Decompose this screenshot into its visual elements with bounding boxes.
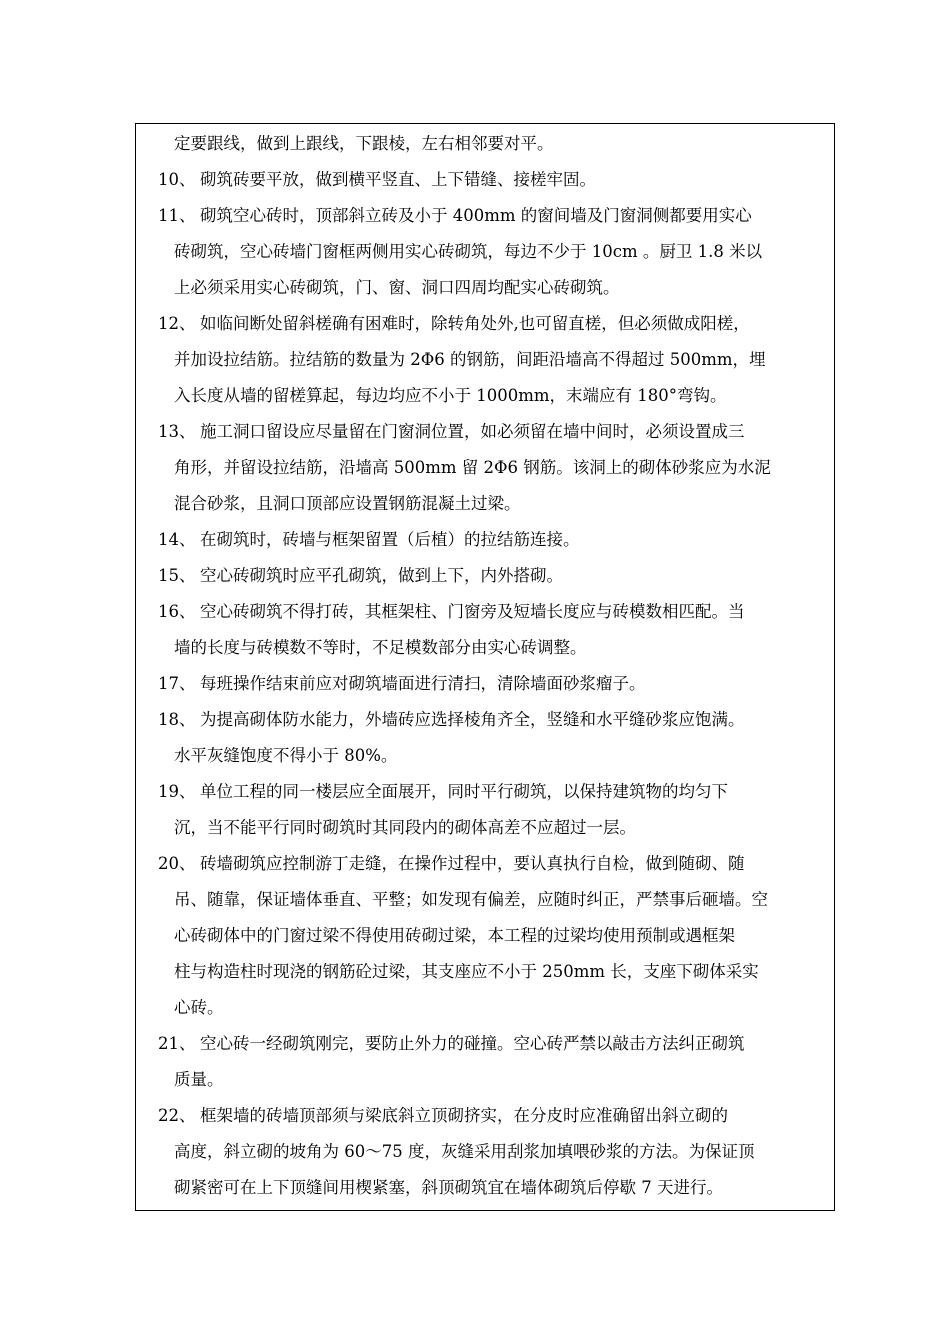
text-line xyxy=(158,954,822,990)
item-text: 上必须采用实心砖砌筑，门、窗、洞口四周均配实心砖砌筑。 xyxy=(174,278,620,297)
list-item xyxy=(158,558,822,594)
item-text: 入长度从墙的留槎算起，每边均应不小于 1000mm，末端应有 180°弯钩。 xyxy=(174,386,727,405)
text-line xyxy=(158,810,822,846)
item-text: 并加设拉结筋。拉结筋的数量为 2Φ6 的钢筋，间距沿墙高不得超过 500mm，埋 xyxy=(174,350,766,369)
item-text: 水平灰缝饱度不得小于 80%。 xyxy=(174,746,398,765)
item-number: 12、 xyxy=(158,314,196,333)
text-line xyxy=(158,918,822,954)
item-text: 吊、随靠，保证墙体垂直、平整；如发现有偏差，应随时纠正，严禁事后砸墙。空 xyxy=(174,890,768,909)
item-text: 在砌筑时，砖墙与框架留置（后植）的拉结筋连接。 xyxy=(200,530,580,549)
text-line xyxy=(158,558,822,594)
text-line xyxy=(158,774,822,810)
list-item xyxy=(158,198,822,306)
item-text: 心砖砌体中的门窗过梁不得使用砖砌过梁，本工程的过梁均使用预制或遇框架 xyxy=(174,926,735,945)
text-line xyxy=(158,486,822,522)
document-body xyxy=(158,126,822,1206)
text-line xyxy=(158,630,822,666)
item-list xyxy=(158,162,822,1206)
list-item xyxy=(158,162,822,198)
text-line xyxy=(158,414,822,450)
item-text: 如临间断处留斜槎确有困难时，除转角处外,也可留直槎，但必须做成阳槎， xyxy=(200,314,750,333)
item-number: 16、 xyxy=(158,602,196,621)
item-number: 21、 xyxy=(158,1034,196,1053)
item-number: 13、 xyxy=(158,422,196,441)
list-item xyxy=(158,1026,822,1098)
text-line xyxy=(158,306,822,342)
list-item xyxy=(158,594,822,666)
text-line xyxy=(158,450,822,486)
list-item xyxy=(158,414,822,522)
item-text: 心砖。 xyxy=(174,998,224,1017)
text-line xyxy=(158,378,822,414)
text-line xyxy=(158,198,822,234)
item-number: 15、 xyxy=(158,566,196,585)
item-number: 22、 xyxy=(158,1106,196,1125)
text-line xyxy=(158,342,822,378)
list-item xyxy=(158,306,822,414)
item-number: 11、 xyxy=(158,206,196,225)
text-line xyxy=(158,846,822,882)
text-line xyxy=(158,1098,822,1134)
text-line xyxy=(158,594,822,630)
text-line xyxy=(158,882,822,918)
item-text: 角形，并留设拉结筋，沿墙高 500mm 留 2Φ6 钢筋。该洞上的砌体砂浆应为水泥 xyxy=(174,458,771,477)
text-line xyxy=(158,162,822,198)
text-line xyxy=(158,702,822,738)
list-item xyxy=(158,1098,822,1206)
item-text: 砌筑砖要平放，做到横平竖直、上下错缝、接槎牢固。 xyxy=(200,170,596,189)
continuation-line xyxy=(158,126,822,162)
list-item xyxy=(158,846,822,1026)
item-text: 砌筑空心砖时，顶部斜立砖及小于 400mm 的窗间墙及门窗洞侧都要用实心 xyxy=(200,206,752,225)
item-text: 空心砖砌筑时应平孔砌筑，做到上下，内外搭砌。 xyxy=(200,566,563,585)
text-line xyxy=(158,990,822,1026)
text-line: 定要跟线，做到上跟线，下跟棱，左右相邻要对平。 xyxy=(174,134,554,153)
item-text: 砖墙砌筑应控制游丁走缝，在操作过程中，要认真执行自检，做到随砌、随 xyxy=(200,854,745,873)
text-line xyxy=(158,1062,822,1098)
list-item xyxy=(158,774,822,846)
item-text: 施工洞口留设应尽量留在门窗洞位置，如必须留在墙中间时，必须设置成三 xyxy=(200,422,745,441)
item-number: 19、 xyxy=(158,782,196,801)
item-text: 柱与构造柱时现浇的钢筋砼过梁，其支座应不小于 250mm 长，支座下砌体采实 xyxy=(174,962,759,981)
text-line xyxy=(158,666,822,702)
item-text: 砖砌筑，空心砖墙门窗框两侧用实心砖砌筑，每边不少于 10cm 。厨卫 1.8 米以 xyxy=(174,242,763,261)
item-number: 17、 xyxy=(158,674,196,693)
item-text: 沉，当不能平行同时砌筑时其同段内的砌体高差不应超过一层。 xyxy=(174,818,636,837)
item-text: 空心砖一经砌筑刚完，要防止外力的碰撞。空心砖严禁以敲击方法纠正砌筑 xyxy=(200,1034,745,1053)
item-text: 空心砖砌筑不得打砖，其框架柱、门窗旁及短墙长度应与砖模数相匹配。当 xyxy=(200,602,745,621)
item-number: 14、 xyxy=(158,530,196,549)
item-text: 高度，斜立砌的坡角为 60～75 度，灰缝采用刮浆加填喂砂浆的方法。为保证顶 xyxy=(174,1142,755,1161)
item-number: 20、 xyxy=(158,854,196,873)
list-item xyxy=(158,522,822,558)
item-text: 每班操作结束前应对砌筑墙面进行清扫，清除墙面砂浆瘤子。 xyxy=(200,674,646,693)
item-number: 10、 xyxy=(158,170,196,189)
text-line xyxy=(158,738,822,774)
item-text: 墙的长度与砖模数不等时，不足模数部分由实心砖调整。 xyxy=(174,638,587,657)
item-text: 砌紧密可在上下顶缝间用楔紧塞，斜顶砌筑宜在墙体砌筑后停歇 7 天进行。 xyxy=(174,1178,723,1197)
item-text: 为提高砌体防水能力，外墙砖应选择棱角齐全，竖缝和水平缝砂浆应饱满。 xyxy=(200,710,745,729)
item-text: 单位工程的同一楼层应全面展开，同时平行砌筑，以保持建筑物的均匀下 xyxy=(200,782,728,801)
item-text: 质量。 xyxy=(174,1070,224,1089)
list-item xyxy=(158,666,822,702)
item-number: 18、 xyxy=(158,710,196,729)
item-text: 混合砂浆，且洞口顶部应设置钢筋混凝土过梁。 xyxy=(174,494,521,513)
text-line xyxy=(158,270,822,306)
item-text: 框架墙的砖墙顶部须与梁底斜立顶砌挤实，在分皮时应准确留出斜立砌的 xyxy=(200,1106,728,1125)
text-line xyxy=(158,1170,822,1206)
text-line xyxy=(158,234,822,270)
text-line xyxy=(158,1026,822,1062)
text-line xyxy=(158,1134,822,1170)
list-item xyxy=(158,702,822,774)
text-line xyxy=(158,522,822,558)
